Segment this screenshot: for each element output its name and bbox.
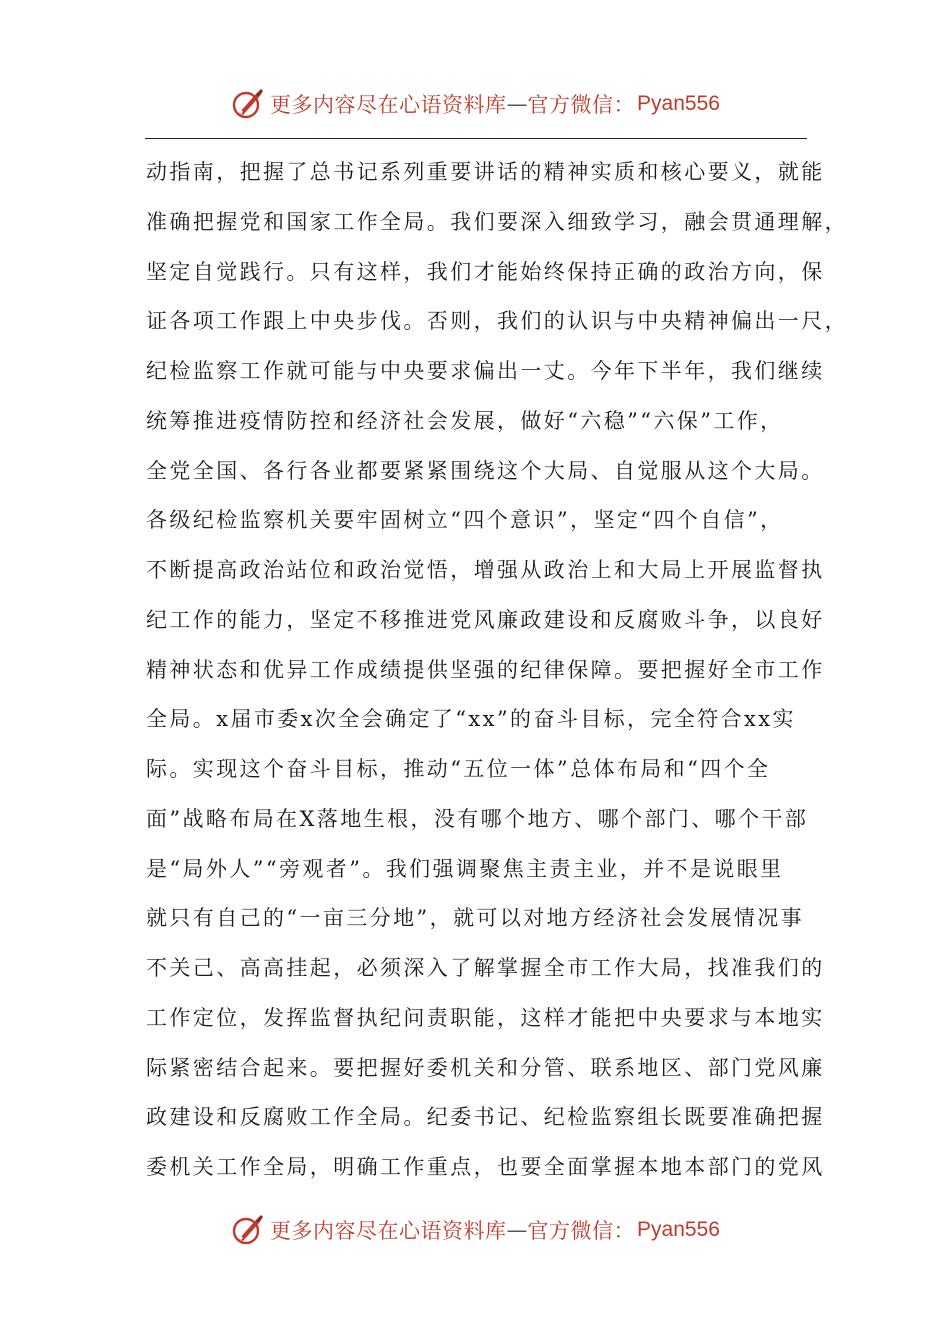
text-line: 工作定位，发挥监督执纪问责职能，这样才能把中央要求与本地实 xyxy=(146,1005,825,1030)
text-line: 证各项工作跟上中央步伐。否则，我们的认识与中央精神偏出一尺， xyxy=(146,309,848,334)
header-wechat-label: 官方微信： xyxy=(527,93,636,117)
text-line: 统筹推进疫情防控和经济社会发展，做好“六稳”“六保”工作， xyxy=(146,408,784,433)
footer-banner xyxy=(0,1210,950,1250)
text-line: 不断提高政治站位和政治觉悟，增强从政治上和大局上开展监督执 xyxy=(146,558,825,582)
header-banner xyxy=(0,84,950,124)
text-line: 际紧密结合起来。要把握好委机关和分管、联系地区、部门党风廉 xyxy=(146,1055,825,1080)
header-separator: — xyxy=(506,92,528,116)
header-wechat-id: Pyan556 xyxy=(637,92,720,115)
text-line: 动指南，把握了总书记系列重要讲话的精神实质和核心要义，就能 xyxy=(146,160,825,184)
text-line: 就只有自己的“一亩三分地”，就可以对地方经济社会发展情况事 xyxy=(146,906,805,931)
text-line: 政建设和反腐败工作全局。纪委书记、纪检监察组长既要准确把握 xyxy=(146,1105,825,1130)
text-line: 各级纪检监察机关要牢固树立“四个意识”，坚定“四个自信”， xyxy=(146,508,784,533)
text-line: 全局。x届市委x次全会确定了“xx”的奋斗目标，完全符合xx实 xyxy=(146,707,796,732)
text-line: 精神状态和优异工作成绩提供坚强的纪律保障。要把握好全市工作 xyxy=(146,657,825,682)
fountain-pen-logo-icon xyxy=(230,86,266,122)
text-line: 坚定自觉践行。只有这样，我们才能始终保持正确的政治方向，保 xyxy=(146,259,825,284)
text-line: 面”战略布局在X落地生根，没有哪个地方、哪个部门、哪个干部 xyxy=(146,806,809,831)
text-line: 不关己、高高挂起，必须深入了解掌握全市工作大局，找准我们的 xyxy=(146,956,825,980)
fountain-pen-logo-icon xyxy=(230,1212,266,1248)
text-line: 全党全国、各行各业都要紧紧围绕这个大局、自觉服从这个大局。 xyxy=(146,458,825,483)
text-line: 纪工作的能力，坚定不移推进党风廉政建设和反腐败斗争，以良好 xyxy=(146,607,825,632)
footer-wechat-id: Pyan556 xyxy=(637,1218,720,1241)
footer-brand-text: 更多内容尽在心语资料库 xyxy=(270,1219,507,1243)
text-line: 纪检监察工作就可能与中央要求偏出一丈。今年下半年，我们继续 xyxy=(146,359,825,383)
header-divider xyxy=(145,138,807,139)
footer-wechat-label: 官方微信： xyxy=(527,1219,636,1243)
header-brand-text: 更多内容尽在心语资料库 xyxy=(270,93,507,117)
text-line: 委机关工作全局，明确工作重点，也要全面掌握本地本部门的党风 xyxy=(146,1155,825,1179)
text-line: 准确把握党和国家工作全局。我们要深入细致学习，融会贯通理解， xyxy=(146,209,848,234)
text-line: 际。实现这个奋斗目标，推动“五位一体”总体布局和“四个全 xyxy=(146,757,771,781)
footer-separator: — xyxy=(506,1218,528,1242)
document-body xyxy=(146,152,848,1197)
text-line: 是“局外人”“旁观者”。我们强调聚焦主责主业，并不是说眼里 xyxy=(146,856,784,881)
